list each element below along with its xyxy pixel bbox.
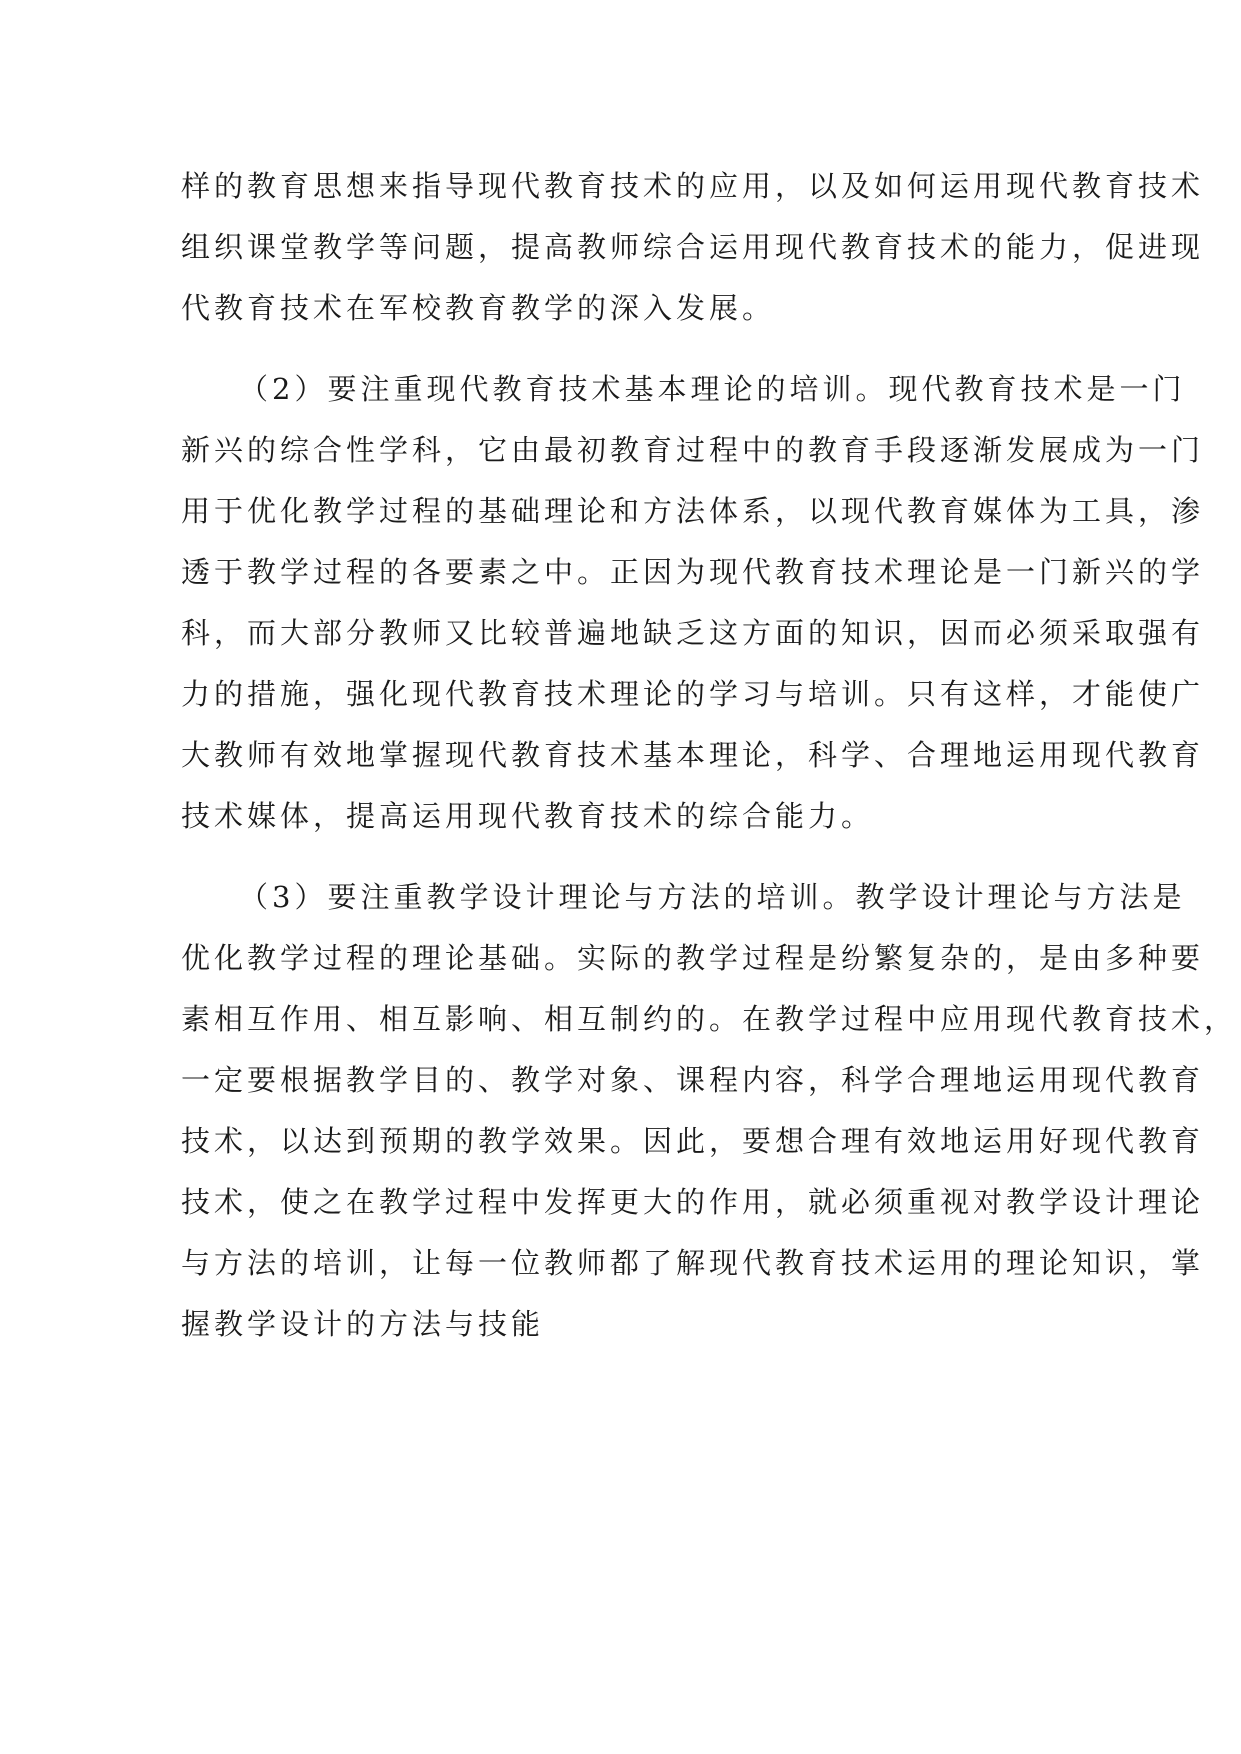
text-line: 用于优化教学过程的基础理论和方法体系，以现代教育媒体为工具，渗: [181, 494, 1205, 528]
text-line: 科，而大部分教师又比较普遍地缺乏这方面的知识，因而必须采取强有: [181, 616, 1205, 650]
text-line: 技术，以达到预期的教学效果。因此，要想合理有效地运用好现代教育: [181, 1124, 1205, 1158]
text-line: 代教育技术在军校教育教学的深入发展。: [181, 291, 776, 325]
text-line: 力的措施，强化现代教育技术理论的学习与培训。只有这样，才能使广: [181, 677, 1205, 711]
text-line: 素相互作用、相互影响、相互制约的。在教学过程中应用现代教育技术，: [181, 1002, 1238, 1036]
text-line: 优化教学过程的理论基础。实际的教学过程是纷繁复杂的，是由多种要: [181, 941, 1205, 975]
text-line: 样的教育思想来指导现代教育技术的应用，以及如何运用现代教育技术: [181, 169, 1205, 203]
text-line: 一定要根据教学目的、教学对象、课程内容，科学合理地运用现代教育: [181, 1063, 1205, 1097]
paragraph-design-training: [181, 867, 1238, 1355]
text-line: 技术媒体，提高运用现代教育技术的综合能力。: [181, 799, 875, 833]
text-line: 组织课堂教学等问题，提高教师综合运用现代教育技术的能力，促进现: [181, 230, 1205, 264]
paragraph-theory-training: [181, 359, 1205, 847]
text-line: 透于教学过程的各要素之中。正因为现代教育技术理论是一门新兴的学: [181, 555, 1205, 589]
text-line: 技术，使之在教学过程中发挥更大的作用，就必须重视对教学设计理论: [181, 1185, 1205, 1219]
body-text: [181, 156, 1238, 1355]
text-line: （3）要注重教学设计理论与方法的培训。教学设计理论与方法是: [239, 880, 1186, 914]
text-line: 大教师有效地掌握现代教育技术基本理论，科学、合理地运用现代教育: [181, 738, 1205, 772]
paragraph-continuation: [181, 156, 1205, 339]
text-line: （2）要注重现代教育技术基本理论的培训。现代教育技术是一门: [239, 372, 1186, 406]
text-line: 握教学设计的方法与技能: [181, 1307, 545, 1341]
text-line: 与方法的培训，让每一位教师都了解现代教育技术运用的理论知识，掌: [181, 1246, 1205, 1280]
text-line: 新兴的综合性学科，它由最初教育过程中的教育手段逐渐发展成为一门: [181, 433, 1205, 467]
